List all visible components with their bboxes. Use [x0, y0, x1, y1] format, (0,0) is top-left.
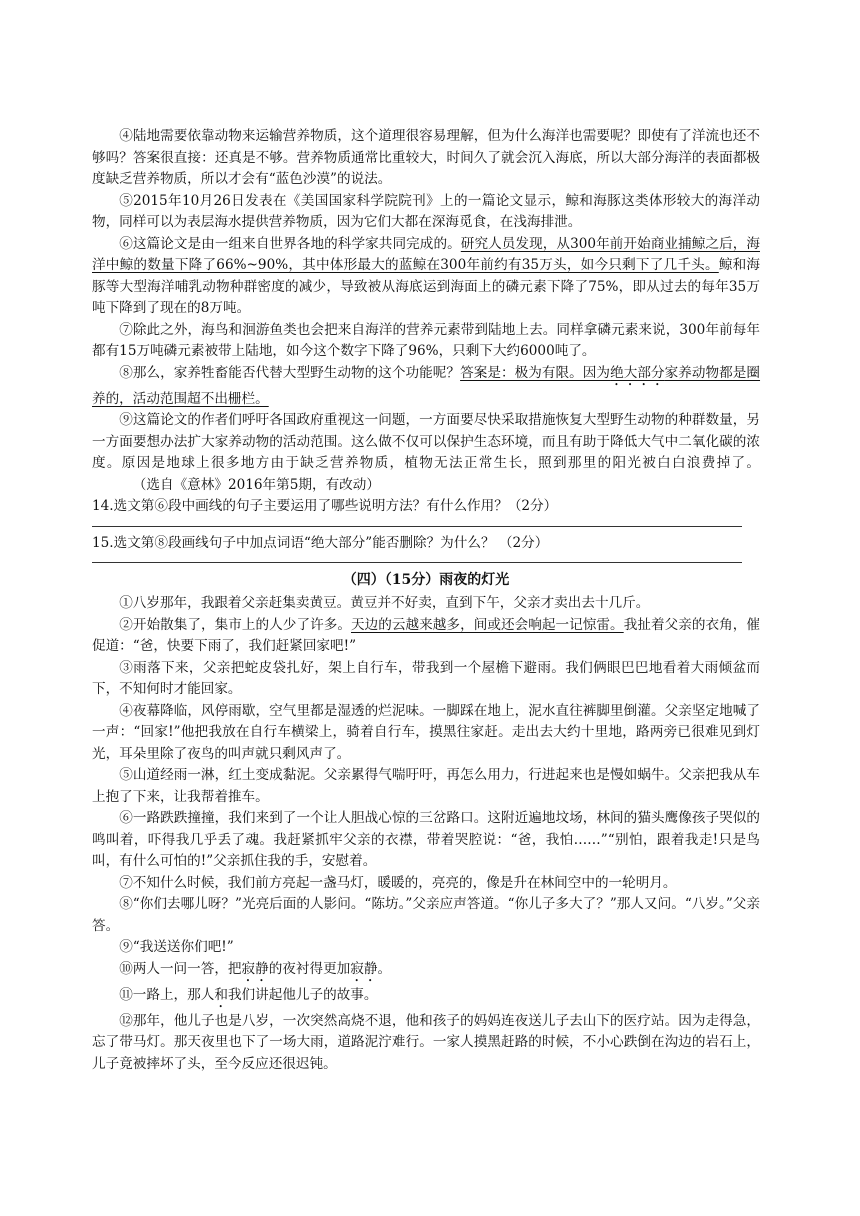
paragraph-9	[92, 410, 760, 496]
paragraph-9-text: ⑨这篇论文的作者们呼吁各国政府重视这一问题，一方面要尽快采取措施恢复大型野生动物的种群数量，另一方面要想办法扩大家养动物的活动范围。这么做不仅可以保护生态环境，而且有助于降低大气中二氧化碳的浓度。原因是地球上很多地方由于缺乏营养物质，植物无法正常生长，照到那里的阳光被白白浪费掉了。	[92, 412, 760, 471]
story-paragraph-4: ④夜幕降临，风停雨歇，空气里都是湿透的烂泥味。一脚踩在地上，泥水直往裤脚里倒灌。父亲坚定地喊了一声：“回家!”他把我放在自行车横梁上，骑着自行车，摸黑往家赶。走出去大约十里地，路两旁已很难见到灯光，耳朵里除了夜鸟的叫声就只剩风声了。	[92, 702, 760, 762]
story-paragraph-2-prefix: ②开始散集了，集市上的人少了许多。	[119, 616, 351, 633]
story-paragraph-2-suffix: 我扯着父亲的衣角，催促道：“爸，快要下雨了，我们赶紧回家吧!”	[92, 616, 760, 654]
story-paragraph-7: ⑦不知什么时候，我们前方亮起一盏马灯，暖暖的，亮亮的，像是升在林间空中的一轮明月。	[119, 874, 677, 891]
section-title: （四）（15分）雨夜的灯光	[342, 572, 510, 588]
story-paragraph-8: ⑧“你们去哪儿呀？”光亮后面的人影问。“陈坊。”父亲应声答道。“你儿子多大了？”那人又问。“八岁。”父亲答。	[92, 896, 760, 934]
paragraph-8	[92, 363, 760, 411]
question-15: 15.选文第⑧段画线句子中加点词语“绝大部分”能否删除？为什么？ （2分）	[92, 534, 549, 551]
question-14: 14.选文第⑥段中画线的句子主要运用了哪些说明方法？有什么作用？（2分）	[92, 498, 558, 514]
paragraph-8-underlined-2: 家养动物都是圈养的，活动范围超不出栅栏。	[92, 364, 761, 407]
story-paragraph-10-mid: 的夜衬得更加	[268, 960, 351, 977]
story-paragraph-10-dotted-1: 寂静	[241, 960, 269, 977]
answer-line-14[interactable]	[92, 526, 742, 527]
story-paragraph-11	[92, 985, 760, 1011]
story-paragraph-3: ③雨落下来，父亲把蛇皮袋扎好，架上自行车，带我到一个屋檐下避雨。我们俩眼巴巴地看着大雨倾盆而下，不知何时才能回家。	[92, 659, 760, 697]
paragraph-4: ④陆地需要依靠动物来运输营养物质，这个道理很容易理解，但为什么海洋也需要呢？即使有了洋流也还不够吗？答案很直接：还真是不够。营养物质通常比重较大，时间久了就会沉入海底，所以大部分海洋的表面都极度缺乏营养物质，所以才会有“蓝色沙漠”的说法。	[92, 128, 760, 187]
story-paragraph-11-prefix: ⑪一路上，那人	[119, 986, 215, 1003]
story-paragraph-5: ⑤山道经雨一淋，红土变成黏泥。父亲累得气喘吁吁，再怎么用力，行进起来也是慢如蜗牛。父亲把我从车上抱了下来，让我帮着推车。	[92, 767, 760, 805]
story-paragraph-10-prefix: ⑩两人一问一答，把	[119, 960, 242, 977]
paragraph-5: ⑤2015年10月26日发表在《美国国家科学院院刊》上的一篇论文显示，鲸和海豚这类体形较大的海洋动物，同样可以为表层海水提供营养物质，因为它们大都在深海觅食，在浅海排泄。	[92, 192, 760, 230]
paragraph-6-underlined: 研究人员发现，从300年前开始商业捕鲸之后，海洋中鲸的数量下降了66%~90%，其中体形最大的蓝鲸在300年前约有35万头，如今只剩下了几千头。	[92, 235, 760, 273]
paragraph-6-prefix: ⑥这篇论文是由一组来自世界各地的科学家共同完成的。	[119, 235, 461, 252]
answer-line-15[interactable]	[92, 562, 742, 563]
story-paragraph-10-suffix: 。	[377, 960, 392, 977]
document-page	[92, 126, 760, 1075]
paragraph-6-suffix: 鲸和海豚等大型海洋哺乳动物种群密度的减少，导致被从海底运到海面上的磷元素下降了75%，即从过去的每年35万吨下降到了现在的8万吨。	[92, 257, 760, 316]
paragraph-6	[92, 234, 760, 320]
story-paragraph-11-mid: 我们讲起他儿子的故事	[227, 986, 364, 1003]
story-paragraph-9: ⑨“我送送你们吧!”	[119, 939, 234, 955]
paragraph-8-underlined-1: 答案是：极为有限。因为	[460, 364, 611, 381]
paragraph-8-dotted-word: 绝大部分	[610, 364, 665, 381]
story-paragraph-12: ⑫那年，他儿子也是八岁，一次突然高烧不退，他和孩子的妈妈连夜送儿子去山下的医疗站。因为走得急，忘了带马灯。那天夜里也下了一场大雨，道路泥泞难行。一家人摸黑赶路的时候，不小心跌倒在沟边的岩石上，儿子竟被摔坏了头，至今反应还很迟钝。	[92, 1012, 760, 1072]
source-citation: （选自《意林》2016年第5期，有改动）	[132, 476, 380, 493]
paragraph-7: ⑦除此之外，海鸟和洄游鱼类也会把来自海洋的营养元素带到陆地上去。同样拿磷元素来说，300年前每年都有15万吨磷元素被带上陆地，如今这个数字下降了96%，只剩下大约6000吨了。	[92, 321, 760, 359]
story-paragraph-2-underlined: 天边的云越来越多，间或还会响起一记惊雷。	[350, 616, 624, 633]
story-paragraph-6: ⑥一路跌跌撞撞，我们来到了一个让人胆战心惊的三岔路口。这附近遍地坟场，林间的猫头鹰像孩子哭似的鸣叫着，吓得我几乎丢了魂。我赶紧抓牢父亲的衣襟，带着哭腔说：“爸，我怕……”“别怕，跟着我走!只是鸟叫，有什么可怕的!”父亲抓住我的手，安慰着。	[92, 810, 760, 869]
story-paragraph-2	[92, 615, 760, 658]
story-paragraph-11-dotted: 和	[214, 986, 228, 1003]
story-paragraph-10	[92, 959, 760, 985]
paragraph-8-prefix: ⑧那么，家养牲畜能否代替大型野生动物的这个功能呢？	[119, 364, 461, 381]
story-paragraph-11-suffix: 。	[363, 986, 378, 1003]
story-paragraph-1: ①八岁那年，我跟着父亲赶集卖黄豆。黄豆并不好卖，直到下午，父亲才卖出去十几斤。	[119, 595, 650, 611]
story-paragraph-10-dotted-2: 寂静	[350, 960, 378, 977]
